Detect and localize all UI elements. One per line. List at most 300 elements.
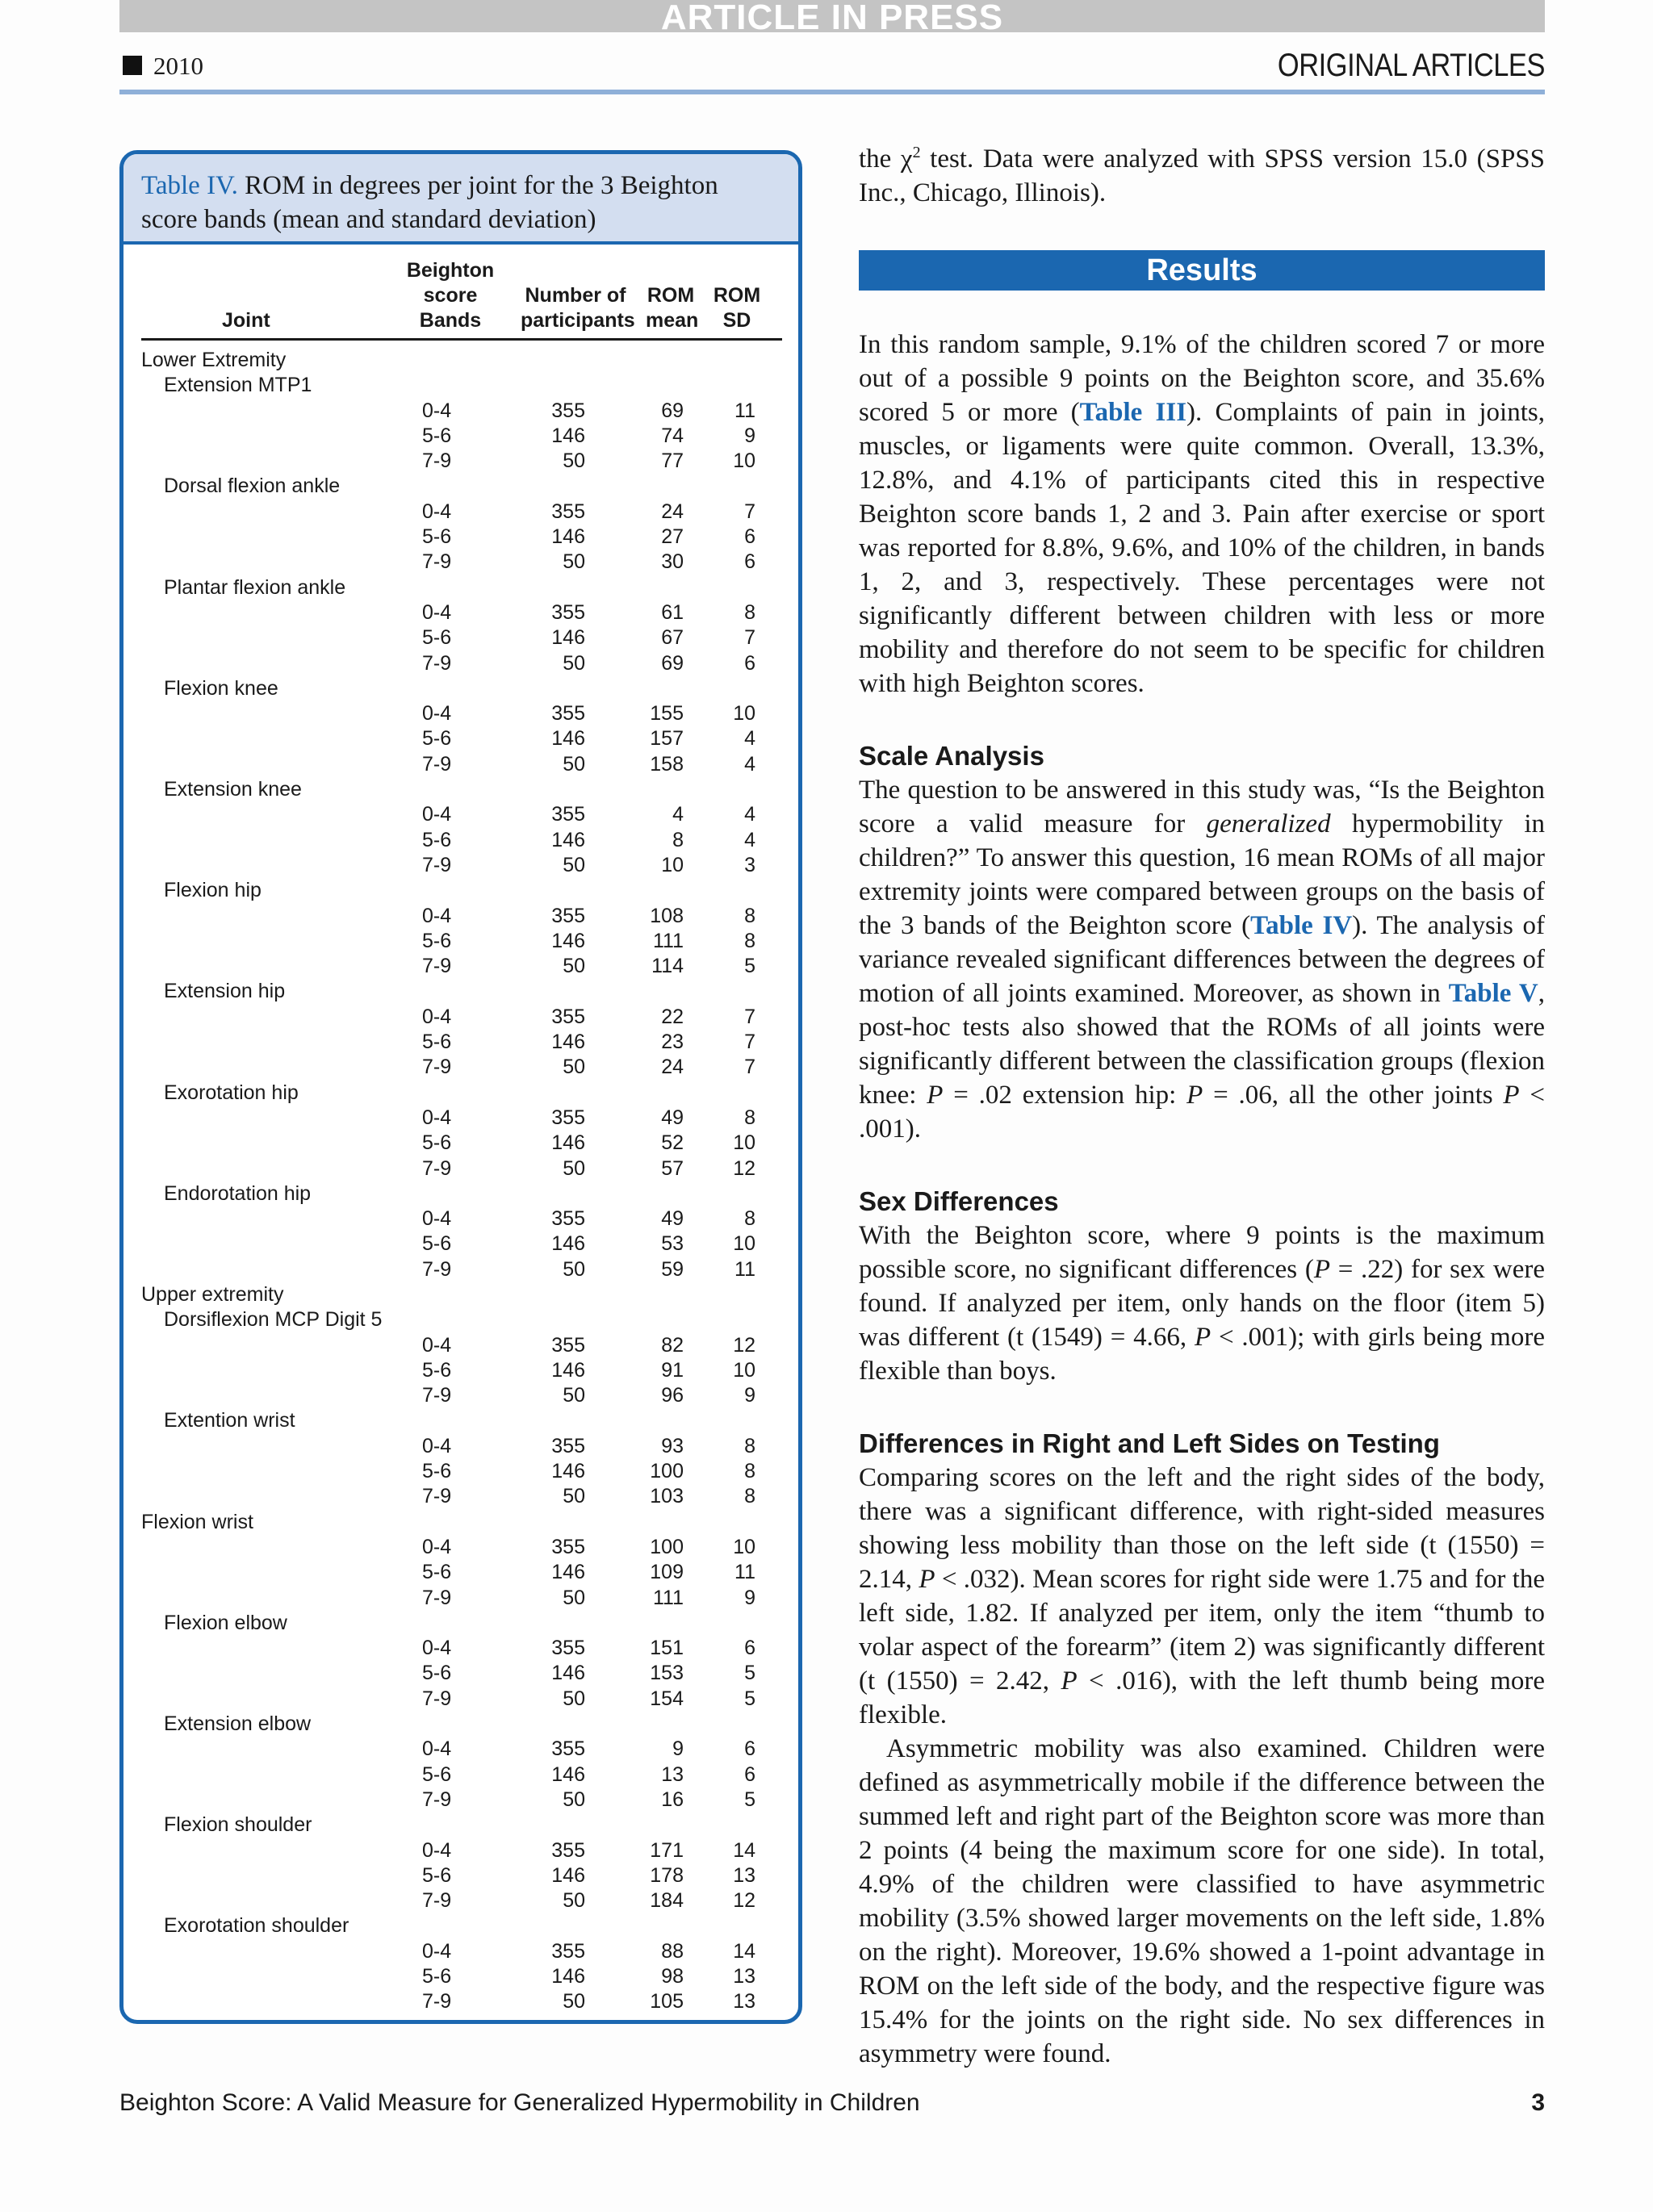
table-group-row <box>141 1307 782 1332</box>
rom-mean-cell: 52 <box>661 1131 684 1155</box>
joint-cell: Dorsiflexion MCP Digit 5 <box>164 1308 383 1332</box>
intro-text <box>859 142 1545 210</box>
rom-mean-cell: 24 <box>661 500 684 523</box>
participants-cell: 50 <box>563 1687 585 1710</box>
rom-sd-cell: 13 <box>733 1990 755 2013</box>
band-cell: 0-4 <box>422 1637 452 1660</box>
joint-cell: Extension hip <box>164 980 286 1003</box>
participants-cell: 355 <box>551 1737 585 1761</box>
participants-cell: 355 <box>551 803 585 826</box>
participants-cell: 146 <box>551 525 585 549</box>
square-bullet-icon <box>123 56 142 75</box>
band-cell: 5-6 <box>422 424 452 447</box>
rom-sd-cell: 6 <box>744 525 755 549</box>
rom-sd-cell: 11 <box>734 1257 755 1281</box>
table-group-row <box>141 676 782 701</box>
results-paragraph <box>859 328 1545 700</box>
participants-cell: 50 <box>563 1788 585 1811</box>
participants-cell: 146 <box>551 1358 585 1382</box>
band-cell: 7-9 <box>422 1990 452 2013</box>
table-row <box>141 752 782 777</box>
table-row <box>141 726 782 751</box>
table-group-row <box>141 1712 782 1737</box>
table-row <box>141 525 782 550</box>
band-cell: 5-6 <box>422 525 452 549</box>
table-row <box>141 550 782 575</box>
intro-part2: test. Data were analyzed with SPSS version 15.0 (SPSS Inc., Chicago, Illinois). <box>859 144 1545 207</box>
rom-sd-cell: 10 <box>733 1358 755 1382</box>
rom-mean-cell: 111 <box>652 929 684 952</box>
band-cell: 7-9 <box>422 450 452 473</box>
joint-cell: Plantar flexion ankle <box>164 575 346 599</box>
band-cell: 5-6 <box>422 828 452 851</box>
participants-cell: 355 <box>551 1207 585 1231</box>
participants-cell: 355 <box>551 702 585 725</box>
page-number <box>123 50 203 82</box>
rom-sd-cell: 12 <box>733 1333 755 1357</box>
table-group-row <box>141 1913 782 1938</box>
participants-cell: 50 <box>563 1384 585 1407</box>
joint-cell: Dorsal flexion ankle <box>164 475 341 498</box>
band-cell: 5-6 <box>422 1358 452 1382</box>
p-italic: P <box>1186 1081 1203 1110</box>
rom-mean-cell: 100 <box>650 1535 684 1558</box>
table-iii-link[interactable]: Table III <box>1079 398 1187 427</box>
participants-cell: 50 <box>563 853 585 876</box>
rom-mean-cell: 96 <box>661 1384 684 1407</box>
participants-cell: 50 <box>563 450 585 473</box>
table-row <box>141 1459 782 1484</box>
band-cell: 0-4 <box>422 1106 452 1129</box>
scale-text-f: = .06, all the other joints <box>1203 1081 1504 1110</box>
rom-sd-cell: 9 <box>744 1586 755 1609</box>
participants-cell: 355 <box>551 500 585 523</box>
rom-mean-cell: 155 <box>650 702 684 725</box>
participants-cell: 146 <box>551 1131 585 1155</box>
table-row <box>141 954 782 979</box>
band-cell: 5-6 <box>422 1460 452 1483</box>
rom-sd-cell: 7 <box>744 1031 755 1054</box>
participants-cell: 355 <box>551 600 585 624</box>
rom-sd-cell: 12 <box>733 1889 755 1913</box>
rom-mean-cell: 171 <box>650 1838 684 1862</box>
table-row <box>141 1434 782 1459</box>
intro-part1: the χ <box>859 144 913 174</box>
chi-superscript: 2 <box>912 144 921 161</box>
table-row <box>141 1687 782 1712</box>
table-row <box>141 1484 782 1509</box>
rom-mean-cell: 9 <box>672 1737 684 1761</box>
rom-sd-cell: 10 <box>733 1535 755 1558</box>
table-row <box>141 1863 782 1888</box>
rom-mean-cell: 22 <box>661 1005 684 1028</box>
joint-cell: Extention wrist <box>164 1409 295 1432</box>
rom-mean-cell: 49 <box>661 1207 684 1231</box>
participants-cell: 146 <box>551 727 585 751</box>
rom-mean-cell: 111 <box>652 1586 684 1609</box>
rom-sd-cell: 6 <box>744 550 755 574</box>
table-header <box>141 249 782 341</box>
table-group-row <box>141 474 782 499</box>
joint-cell: Extension MTP1 <box>164 374 312 397</box>
band-cell: 5-6 <box>422 1762 452 1786</box>
rom-sd-cell: 5 <box>744 1662 755 1685</box>
rom-mean-cell: 184 <box>650 1889 684 1913</box>
table-caption <box>123 154 798 245</box>
rom-sd-cell: 8 <box>744 1460 755 1483</box>
table-row <box>141 1737 782 1762</box>
participants-cell: 50 <box>563 752 585 776</box>
band-cell: 0-4 <box>422 1207 452 1231</box>
sex-text-b: = .22) for sex were found. If analyzed per item, only hands on the floor (item 5) was different (t (1549) = 4.66, <box>859 1255 1545 1352</box>
rom-mean-cell: 154 <box>650 1687 684 1710</box>
scale-text-d: , post-hoc tests also showed that the ROMs of all joints were significantly different between the classification groups (flexion knee: <box>859 979 1545 1110</box>
rom-mean-cell: 49 <box>661 1106 684 1129</box>
rom-mean-cell: 61 <box>661 600 684 624</box>
rom-mean-cell: 10 <box>661 853 684 876</box>
participants-cell: 50 <box>563 955 585 978</box>
rom-mean-cell: 103 <box>650 1485 684 1508</box>
scale-text-a: The question to be answered in this study was, “Is the Beighton score a valid measure for <box>859 776 1545 838</box>
band-cell: 5-6 <box>422 1662 452 1685</box>
rom-sd-cell: 8 <box>744 1434 755 1457</box>
table-row <box>141 1636 782 1661</box>
rom-sd-cell: 5 <box>744 955 755 978</box>
band-cell: 0-4 <box>422 904 452 927</box>
diff-text-c: < .016), with the left thumb being more flexible. <box>859 1666 1545 1729</box>
rom-sd-cell: 10 <box>733 1232 755 1256</box>
sex-differences-heading: Sex Differences <box>859 1186 1059 1216</box>
section-heading: ORIGINAL ARTICLES <box>1277 48 1545 83</box>
left-right-heading: Differences in Right and Left Sides on Testing <box>859 1428 1440 1458</box>
rom-sd-cell: 7 <box>744 500 755 523</box>
table-group-row <box>141 1181 782 1206</box>
results-text-a: In this random sample, 9.1% of the children scored 7 or more out of a possible 9 points on the Beighton score, and 35.6% scored 5 or more ( <box>859 330 1545 427</box>
participants-cell: 50 <box>563 1990 585 2013</box>
band-cell: 5-6 <box>422 727 452 751</box>
col-rom-mean: ROM mean <box>646 284 699 332</box>
table-row <box>141 1333 782 1358</box>
results-heading: Results <box>859 250 1545 291</box>
rom-sd-cell: 8 <box>744 929 755 952</box>
table-row <box>141 1358 782 1383</box>
rom-mean-cell: 77 <box>661 450 684 473</box>
joint-cell: Exorotation hip <box>164 1081 299 1104</box>
table-row <box>141 1661 782 1686</box>
rom-mean-cell: 4 <box>672 803 684 826</box>
band-cell: 7-9 <box>422 1384 452 1407</box>
scale-analysis-paragraph <box>859 773 1545 1146</box>
participants-cell: 50 <box>563 651 585 675</box>
participants-cell: 50 <box>563 1889 585 1913</box>
band-cell: 7-9 <box>422 651 452 675</box>
band-cell: 5-6 <box>422 1965 452 1988</box>
rom-sd-cell: 9 <box>744 424 755 447</box>
band-cell: 7-9 <box>422 853 452 876</box>
participants-cell: 355 <box>551 1838 585 1862</box>
participants-cell: 146 <box>551 1863 585 1887</box>
rom-mean-cell: 114 <box>651 955 684 978</box>
rom-mean-cell: 91 <box>661 1358 684 1382</box>
table-group-row <box>141 348 782 373</box>
joint-cell: Lower Extremity <box>141 349 287 371</box>
results-text-b: ). Complaints of pain in joints, muscles, or ligaments were quite common. Overall, 13.3%, 12.8%, and 4.1% of participants cited this in respective Beighton score bands 1, 2 and 3. Pain after exercise or sport was reported for 8.8%, 9.6%, and 10% of the children, in bands 1, 2, and 3, respectively. These percentages were not significantly different between children with less or more mobility and therefore do not seem to be specific for children with high Beighton scores. <box>859 398 1545 698</box>
joint-cell: Extension elbow <box>164 1712 312 1736</box>
participants-cell: 355 <box>551 1637 585 1660</box>
rom-sd-cell: 14 <box>733 1939 755 1963</box>
table-row <box>141 500 782 525</box>
rom-sd-cell: 4 <box>744 828 755 851</box>
participants-cell: 50 <box>563 1257 585 1281</box>
participants-cell: 146 <box>551 1762 585 1786</box>
rom-sd-cell: 10 <box>733 702 755 725</box>
footer-title: Beighton Score: A Valid Measure for Generalized Hypermobility in Children <box>119 2089 920 2116</box>
rom-sd-cell: 10 <box>733 1131 755 1155</box>
participants-cell: 146 <box>551 1031 585 1054</box>
rom-sd-cell: 6 <box>744 651 755 675</box>
rom-sd-cell: 8 <box>744 1207 755 1231</box>
joint-cell: Upper extremity <box>141 1282 284 1306</box>
rom-mean-cell: 69 <box>661 651 684 675</box>
rom-mean-cell: 8 <box>672 828 684 851</box>
article-in-press-banner: ARTICLE IN PRESS <box>119 0 1545 32</box>
participants-cell: 50 <box>563 1156 585 1180</box>
table-group-row <box>141 979 782 1004</box>
table-row <box>141 1055 782 1080</box>
rom-mean-cell: 151 <box>650 1637 684 1660</box>
table-row <box>141 1231 782 1257</box>
rom-sd-cell: 4 <box>744 752 755 776</box>
rom-mean-cell: 24 <box>661 1056 684 1079</box>
participants-cell: 146 <box>551 424 585 447</box>
rom-sd-cell: 7 <box>744 1005 755 1028</box>
table-row <box>141 651 782 676</box>
table-row <box>141 1206 782 1231</box>
table-row <box>141 802 782 827</box>
rom-mean-cell: 82 <box>661 1333 684 1357</box>
p-italic: P <box>927 1081 944 1110</box>
left-right-paragraph <box>859 1461 1545 2071</box>
band-cell: 0-4 <box>422 1737 452 1761</box>
table-row <box>141 449 782 474</box>
band-cell: 0-4 <box>422 1838 452 1862</box>
table-group-row <box>141 777 782 802</box>
participants-cell: 50 <box>563 1586 585 1609</box>
band-cell: 5-6 <box>422 929 452 952</box>
intro-paragraph <box>859 142 1545 210</box>
table-group-row <box>141 1611 782 1636</box>
rom-mean-cell: 13 <box>661 1762 684 1786</box>
rom-sd-cell: 10 <box>733 450 755 473</box>
scale-emphasis: generalized <box>1206 809 1331 838</box>
scale-text-g: < .001). <box>859 1081 1545 1144</box>
page-number-text: 2010 <box>153 52 203 80</box>
rom-mean-cell: 59 <box>661 1257 684 1281</box>
band-cell: 5-6 <box>422 1863 452 1887</box>
table-iv-link[interactable]: Table IV <box>1250 911 1353 940</box>
table-group-row <box>141 373 782 398</box>
table-row <box>141 600 782 625</box>
participants-cell: 355 <box>551 904 585 927</box>
band-cell: 0-4 <box>422 500 452 523</box>
scale-analysis-heading: Scale Analysis <box>859 741 1044 771</box>
col-participants: Number of participants <box>521 284 635 332</box>
scale-text-c: ). The analysis of variance revealed significant differences between the degrees of motion of all joints examined. Moreover, as shown in <box>859 911 1546 1008</box>
participants-cell: 146 <box>551 1965 585 1988</box>
table-row <box>141 1989 782 2014</box>
participants-cell: 50 <box>563 1485 585 1508</box>
rom-mean-cell: 98 <box>661 1965 684 1988</box>
band-cell: 0-4 <box>422 1535 452 1558</box>
participants-cell: 146 <box>551 828 585 851</box>
rom-mean-cell: 109 <box>650 1561 684 1584</box>
participants-cell: 146 <box>551 1561 585 1584</box>
rom-mean-cell: 178 <box>650 1863 684 1887</box>
band-cell: 0-4 <box>422 803 452 826</box>
band-cell: 0-4 <box>422 1939 452 1963</box>
table-caption-text: ROM in degrees per joint for the 3 Beighton score bands (mean and standard deviation) <box>141 171 718 234</box>
scale-text-b: hypermobility in children?” To answer this question, 16 mean ROMs of all major extremity joints were compared between groups on the basis of the 3 bands of the Beighton score ( <box>859 809 1545 940</box>
col-band: Beighton score Bands <box>406 259 495 332</box>
table-group-row <box>141 1408 782 1433</box>
rom-mean-cell: 53 <box>661 1232 684 1256</box>
participants-cell: 355 <box>551 1333 585 1357</box>
rom-mean-cell: 69 <box>661 399 684 422</box>
rom-sd-cell: 8 <box>744 1106 755 1129</box>
rom-mean-cell: 157 <box>650 727 684 751</box>
table-row <box>141 1030 782 1055</box>
rom-mean-cell: 105 <box>650 1990 684 2013</box>
rom-sd-cell: 5 <box>744 1687 755 1710</box>
band-cell: 7-9 <box>422 1156 452 1180</box>
table-row <box>141 1131 782 1156</box>
band-cell: 7-9 <box>422 1485 452 1508</box>
rom-mean-cell: 23 <box>661 1031 684 1054</box>
rom-mean-cell: 108 <box>650 904 684 927</box>
joint-cell: Exorotation shoulder <box>164 1914 349 1938</box>
diff-text-a: Comparing scores on the left and the right sides of the body, there was a significant difference, with right-sided measures showing less mobility than those on the left side (t (1550) = 2.14, <box>859 1463 1545 1594</box>
table-iv <box>119 150 802 2024</box>
footer-page-number: 3 <box>1531 2089 1545 2116</box>
table-row <box>141 1762 782 1788</box>
rom-mean-cell: 30 <box>661 550 684 574</box>
rom-sd-cell: 8 <box>744 1485 755 1508</box>
table-row <box>141 853 782 878</box>
rom-sd-cell: 6 <box>744 1637 755 1660</box>
p-italic: P <box>1194 1323 1212 1352</box>
participants-cell: 146 <box>551 1232 585 1256</box>
rom-mean-cell: 57 <box>661 1156 684 1180</box>
table-label: Table IV. <box>141 171 238 200</box>
participants-cell: 355 <box>551 1939 585 1963</box>
table-row <box>141 1964 782 1989</box>
participants-cell: 355 <box>551 1005 585 1028</box>
joint-cell: Flexion wrist <box>141 1510 253 1533</box>
rom-mean-cell: 67 <box>661 626 684 650</box>
col-rom-sd: ROM SD <box>713 284 761 332</box>
table-v-link[interactable]: Table V <box>1448 979 1538 1008</box>
diff-text-b: < .032). Mean scores for right side were 1.75 and for the left side, 1.82. If analyzed per item, only the item “thumb to volar aspect of the forearm” (item 2) was significantly different (t (1550) = 2.42, <box>859 1565 1545 1696</box>
joint-cell: Flexion knee <box>164 676 278 700</box>
sex-differences-paragraph <box>859 1219 1545 1388</box>
rom-mean-cell: 158 <box>650 752 684 776</box>
band-cell: 7-9 <box>422 550 452 574</box>
rom-sd-cell: 6 <box>744 1737 755 1761</box>
p-italic: P <box>1061 1666 1078 1696</box>
band-cell: 7-9 <box>422 752 452 776</box>
p-italic: P <box>1503 1081 1520 1110</box>
rom-sd-cell: 4 <box>744 727 755 751</box>
col-joint: Joint <box>222 309 270 332</box>
table-row <box>141 1939 782 1964</box>
rom-mean-cell: 16 <box>661 1788 684 1811</box>
rom-mean-cell: 27 <box>661 525 684 549</box>
table-row <box>141 1838 782 1863</box>
band-cell: 5-6 <box>422 1131 452 1155</box>
asymmetry-paragraph: Asymmetric mobility was also examined. Children were defined as asymmetrically mobile if the difference between the summed left and right part of the Beighton score was more than 2 points (4 being the maximum score for one side). In total, 4.9% of the children were classified to have asymmetric mobility (3.5% showed larger movements on the left side, 1.8% on the right). Moreover, 19.6% showed a 1-point advantage in ROM on the left side of the body, and the respective figure was 15.4% for the joints on the right side. No sex differences in asymmetry were found. <box>859 1734 1545 2068</box>
table-group-row <box>141 575 782 600</box>
sex-text-c: < .001); with girls being more flexible than boys. <box>859 1323 1545 1386</box>
joint-cell: Flexion hip <box>164 879 262 902</box>
joint-cell: Extension knee <box>164 778 302 801</box>
joint-cell: Flexion shoulder <box>164 1813 312 1837</box>
sex-text-a: With the Beighton score, where 9 points is the maximum possible score, no significant differences ( <box>859 1221 1545 1284</box>
table-row <box>141 701 782 726</box>
rom-sd-cell: 7 <box>744 626 755 650</box>
table-body <box>141 348 782 2015</box>
band-cell: 5-6 <box>422 626 452 650</box>
table-row <box>141 1535 782 1560</box>
rom-sd-cell: 4 <box>744 803 755 826</box>
rom-sd-cell: 8 <box>744 904 755 927</box>
table-group-row <box>141 878 782 903</box>
table-row <box>141 1586 782 1611</box>
rom-sd-cell: 9 <box>744 1384 755 1407</box>
header-rule <box>119 90 1545 94</box>
rom-sd-cell: 14 <box>733 1838 755 1862</box>
band-cell: 5-6 <box>422 1561 452 1584</box>
rom-sd-cell: 13 <box>733 1863 755 1887</box>
participants-cell: 146 <box>551 1662 585 1685</box>
table-row <box>141 1106 782 1131</box>
band-cell: 7-9 <box>422 955 452 978</box>
table-row <box>141 625 782 650</box>
band-cell: 0-4 <box>422 1005 452 1028</box>
rom-mean-cell: 153 <box>650 1662 684 1685</box>
rom-mean-cell: 88 <box>661 1939 684 1963</box>
participants-cell: 146 <box>551 1460 585 1483</box>
table-group-row <box>141 1081 782 1106</box>
rom-sd-cell: 11 <box>734 399 755 422</box>
band-cell: 0-4 <box>422 1434 452 1457</box>
p-italic: P <box>1313 1255 1331 1284</box>
participants-cell: 355 <box>551 1535 585 1558</box>
table-row <box>141 1788 782 1813</box>
rom-sd-cell: 3 <box>744 853 755 876</box>
table-row <box>141 904 782 929</box>
participants-cell: 146 <box>551 929 585 952</box>
band-cell: 7-9 <box>422 1056 452 1079</box>
table-group-row <box>141 1282 782 1307</box>
rom-mean-cell: 74 <box>661 424 684 447</box>
table-row <box>141 929 782 954</box>
band-cell: 7-9 <box>422 1257 452 1281</box>
rom-mean-cell: 93 <box>661 1434 684 1457</box>
table-group-row <box>141 1510 782 1535</box>
table-row <box>141 1257 782 1282</box>
p-italic: P <box>919 1565 935 1594</box>
table-row <box>141 424 782 449</box>
